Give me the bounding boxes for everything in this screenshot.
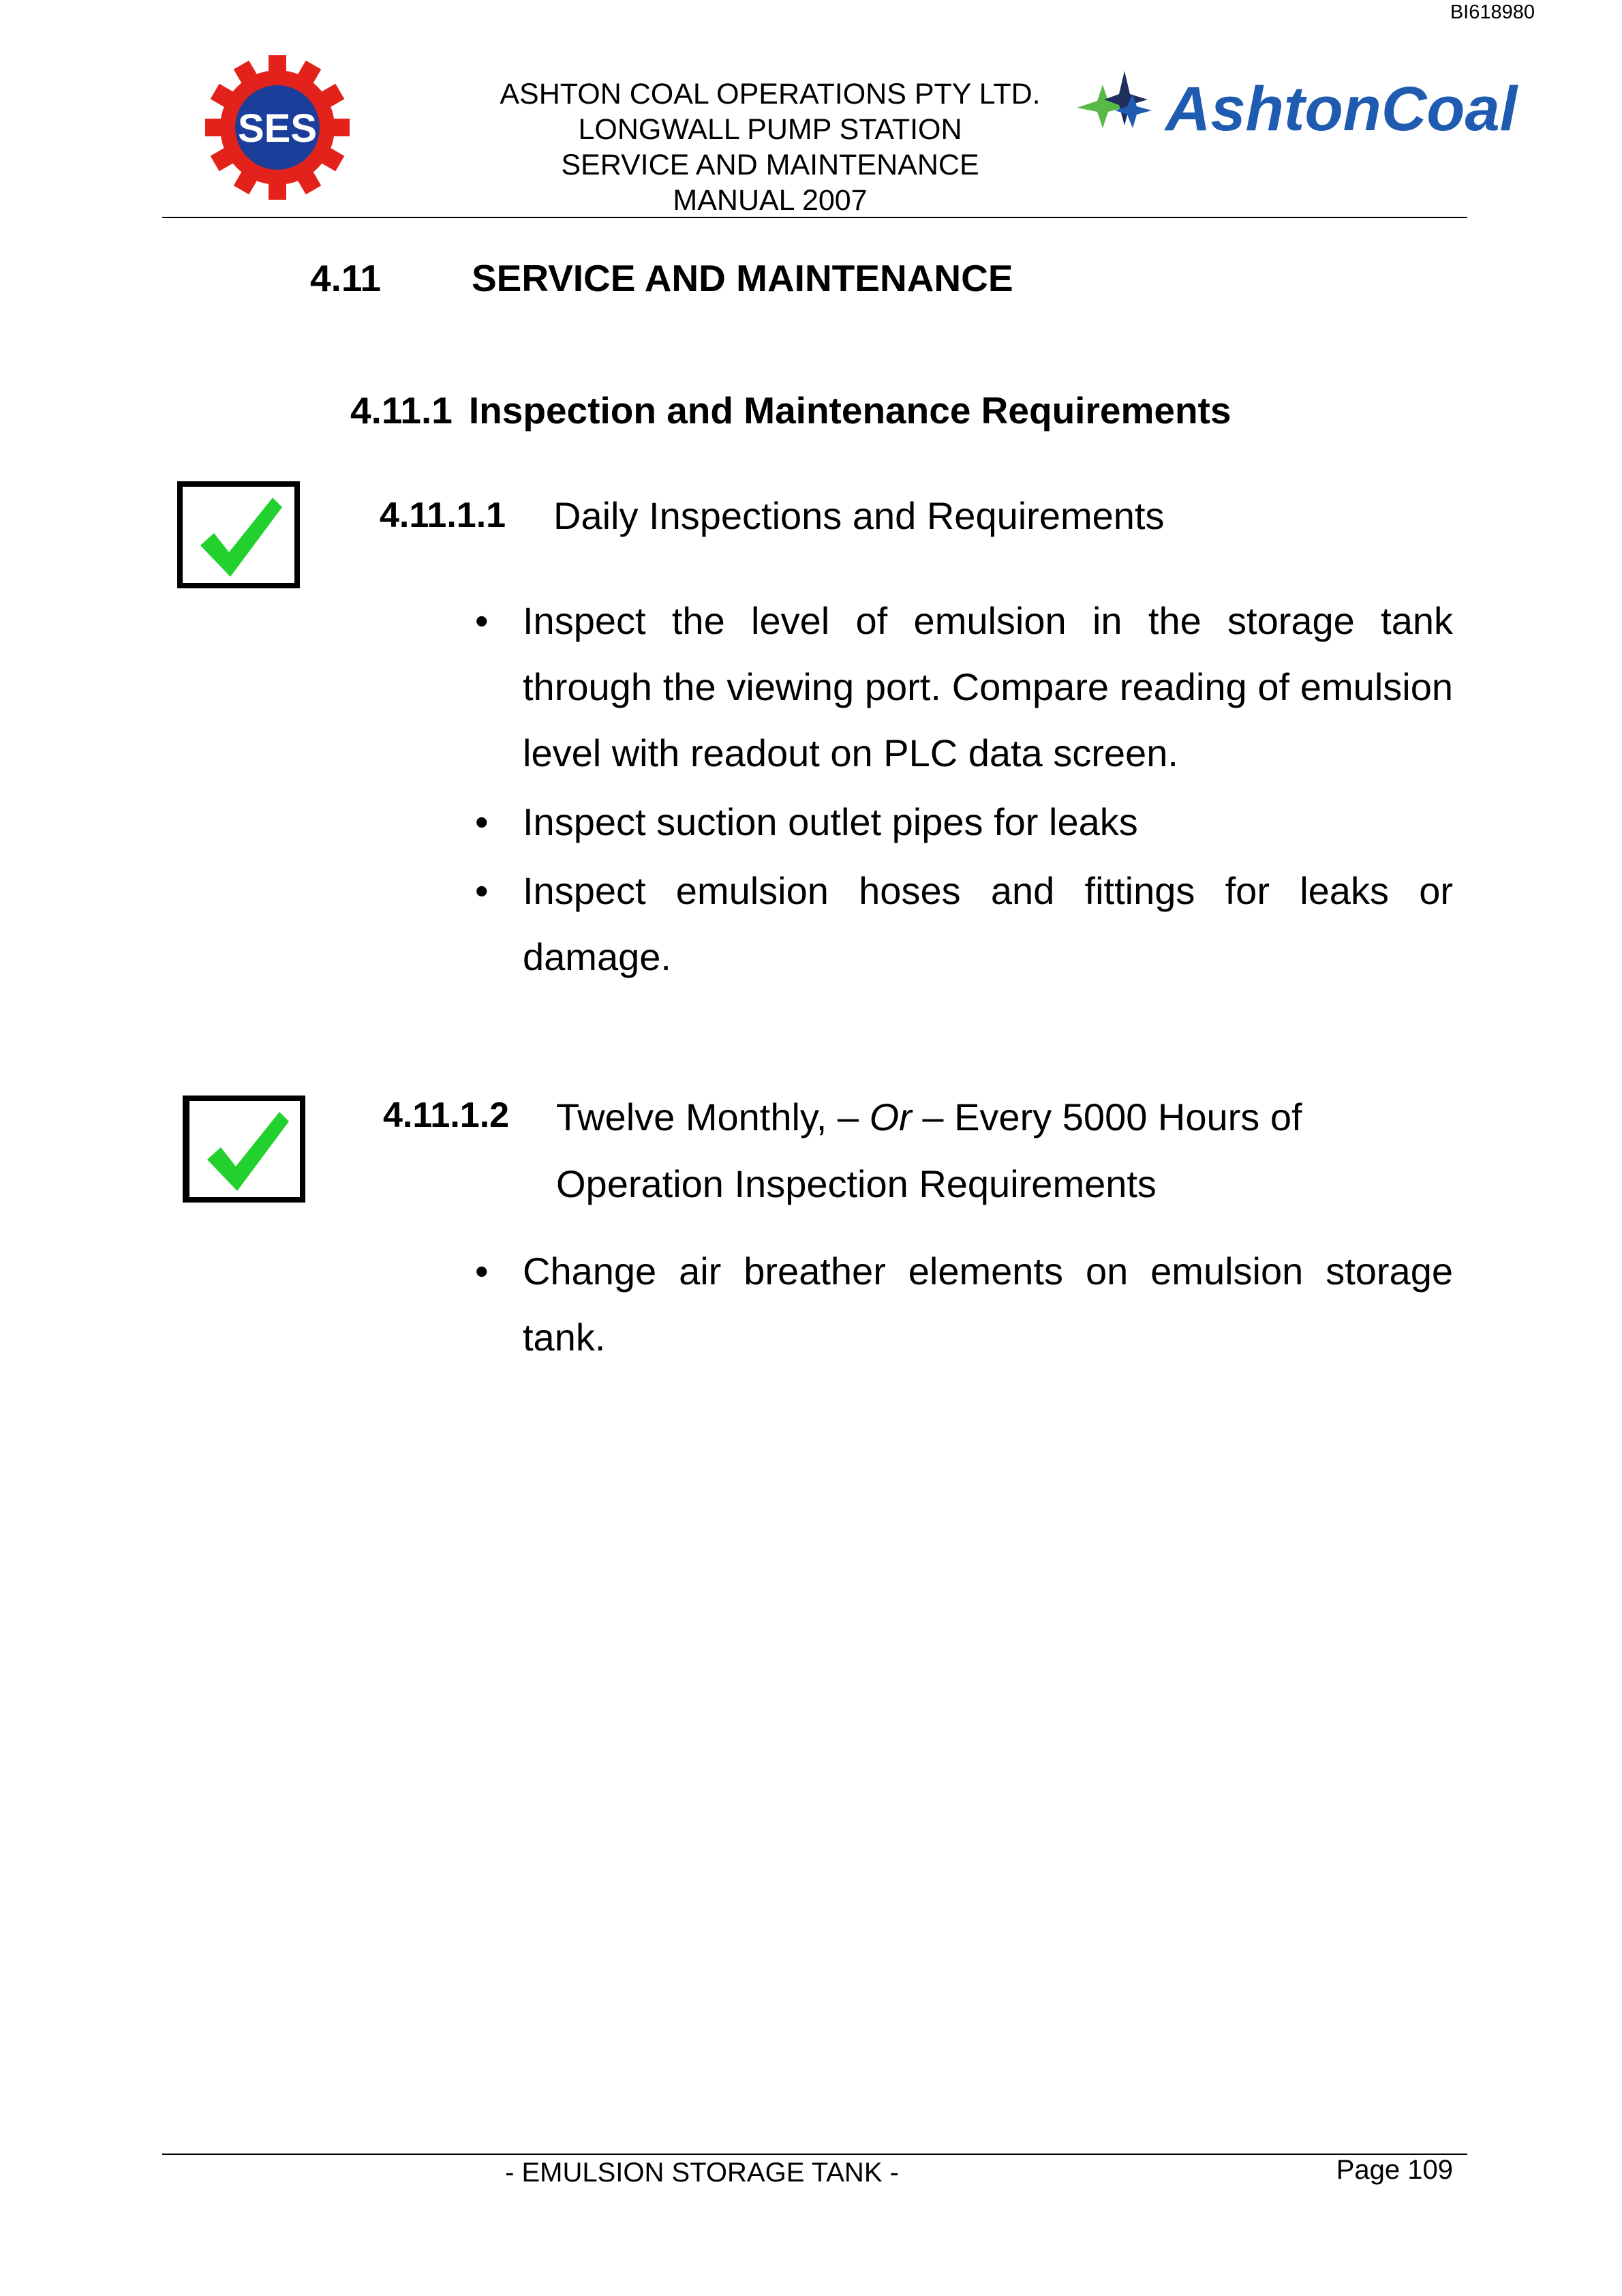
- checkbox-checked-icon: [177, 481, 300, 588]
- footer-rule: [162, 2154, 1467, 2155]
- list-item-text: Inspect the level of emulsion in the storage tank through the viewing port. Compare reading of emulsion level with readout on PLC data screen.: [523, 599, 1453, 774]
- ashton-coal-logo: [1070, 65, 1518, 147]
- ses-logo-text: SES: [237, 106, 318, 151]
- item-title-line2: Operation Inspection Requirements: [556, 1162, 1157, 1205]
- bullet-list: [475, 588, 1453, 993]
- list-item: [475, 789, 1453, 855]
- list-item-text: Inspect suction outlet pipes for leaks: [523, 800, 1138, 843]
- bullet-icon: •: [475, 800, 489, 843]
- subsection-title: Inspection and Maintenance Requirements: [468, 389, 1231, 432]
- subsection-heading: [350, 389, 1231, 432]
- section-number: 4.11: [310, 257, 382, 299]
- document-id: BI618980: [1450, 1, 1535, 23]
- bullet-icon: •: [475, 1250, 489, 1293]
- bullet-icon: •: [475, 869, 489, 912]
- header-title: [463, 76, 1077, 218]
- header-rule: [162, 217, 1467, 218]
- ses-logo: [204, 55, 350, 200]
- page-number: Page 109: [1336, 2155, 1453, 2185]
- header-line-2: LONGWALL PUMP STATION: [578, 113, 962, 146]
- list-item-text: Change air breather elements on emulsion storage tank.: [523, 1250, 1453, 1359]
- header-line-1: ASHTON COAL OPERATIONS PTY LTD.: [500, 78, 1041, 110]
- list-item-text: Inspect emulsion hoses and fittings for leaks or damage.: [523, 869, 1453, 978]
- bullet-list: [475, 1238, 1453, 1373]
- item-title-italic: Or: [869, 1096, 912, 1138]
- item-title: Daily Inspections and Requirements: [553, 494, 1165, 537]
- item-number: 4.11.1.2: [383, 1096, 510, 1135]
- item-title-part1: Twelve Monthly, –: [556, 1096, 870, 1138]
- footer-section-name: - EMULSION STORAGE TANK -: [505, 2158, 899, 2188]
- list-item: [475, 858, 1453, 990]
- list-item: [475, 1238, 1453, 1370]
- ashton-logo-text: AshtonCoal: [1165, 74, 1518, 144]
- section-title: SERVICE AND MAINTENANCE: [472, 257, 1013, 299]
- item-title-part2: – Every 5000 Hours of: [911, 1096, 1302, 1138]
- checkbox-checked-icon: [183, 1096, 305, 1203]
- item-title: [556, 1084, 1442, 1218]
- header-line-4: MANUAL 2007: [673, 184, 868, 217]
- item-number: 4.11.1.1: [380, 496, 506, 535]
- bullet-icon: •: [475, 599, 489, 642]
- subsection-number: 4.11.1: [350, 389, 453, 432]
- list-item: [475, 588, 1453, 786]
- header-line-3: SERVICE AND MAINTENANCE: [561, 149, 979, 181]
